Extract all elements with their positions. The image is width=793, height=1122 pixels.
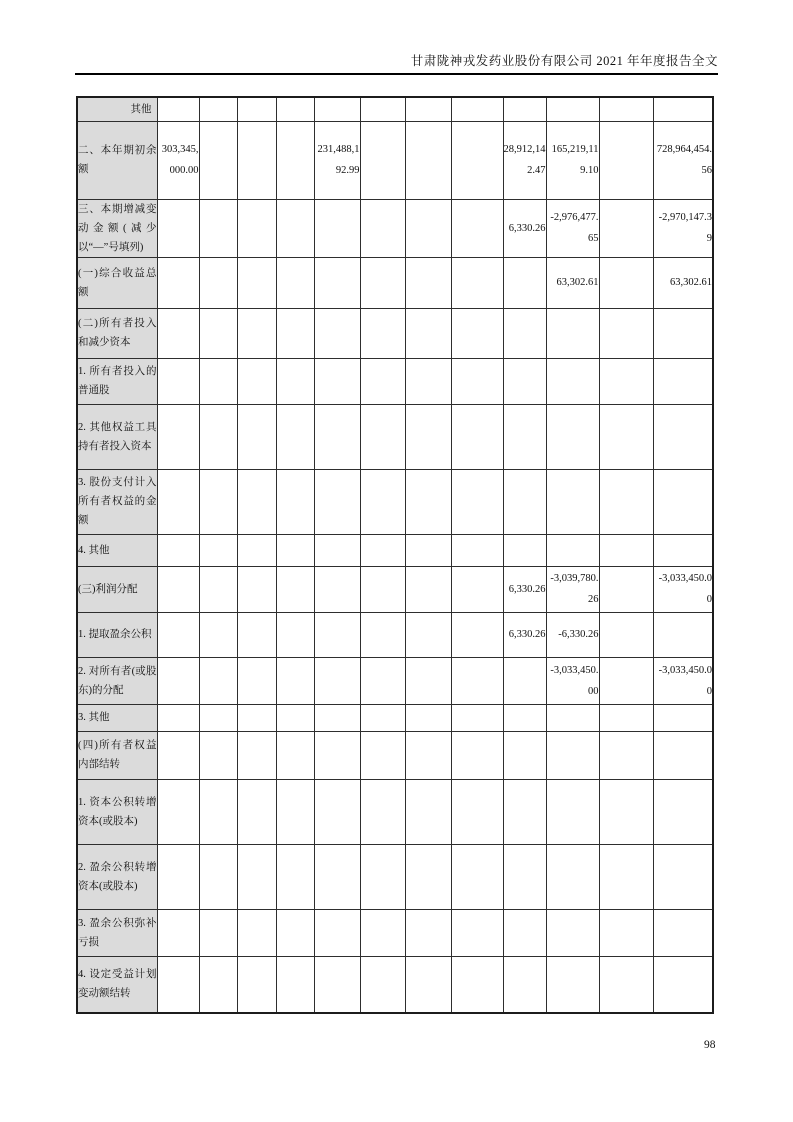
row-label: 1. 所有者投入的普通股 (77, 358, 157, 404)
value-cell: -2,970,147.39 (653, 199, 713, 257)
value-cell (360, 909, 405, 956)
value-cell (276, 199, 314, 257)
value-cell (599, 404, 653, 469)
value-cell (157, 704, 199, 731)
value-cell (199, 704, 237, 731)
value-cell (199, 97, 237, 121)
value-cell (405, 199, 451, 257)
value-cell (503, 956, 546, 1013)
row-label: 二、本年期初余额 (77, 121, 157, 199)
row-label: 1. 提取盈余公积 (77, 612, 157, 657)
value-cell (360, 121, 405, 199)
row-label: (一)综合收益总额 (77, 257, 157, 308)
value-cell (314, 358, 360, 404)
value-cell (599, 566, 653, 612)
value-cell (314, 704, 360, 731)
table-row (77, 612, 713, 657)
value-cell (157, 779, 199, 844)
value-cell (405, 257, 451, 308)
value-cell (451, 612, 503, 657)
value-cell (599, 308, 653, 358)
value-cell (237, 779, 276, 844)
row-label: (三)利润分配 (77, 566, 157, 612)
table-row (77, 534, 713, 566)
value-cell (653, 97, 713, 121)
table-row (77, 358, 713, 404)
value-cell (599, 469, 653, 534)
row-label: 3. 股份支付计入所有者权益的金额 (77, 469, 157, 534)
value-cell (405, 704, 451, 731)
row-label: 三、本期增减变动金额(减少以“—”号填列) (77, 199, 157, 257)
value-cell: -3,039,780.26 (546, 566, 599, 612)
row-label: 2. 其他权益工具持有者投入资本 (77, 404, 157, 469)
value-cell (653, 612, 713, 657)
value-cell (405, 121, 451, 199)
value-cell (503, 257, 546, 308)
value-cell (599, 909, 653, 956)
value-cell (199, 469, 237, 534)
value-cell (405, 404, 451, 469)
value-cell (360, 844, 405, 909)
value-cell (314, 199, 360, 257)
value-cell (237, 534, 276, 566)
value-cell (157, 566, 199, 612)
value-cell (199, 657, 237, 704)
value-cell (276, 909, 314, 956)
value-cell (157, 97, 199, 121)
table-row (77, 469, 713, 534)
value-cell (451, 404, 503, 469)
value-cell (199, 199, 237, 257)
value-cell (599, 956, 653, 1013)
value-cell (157, 612, 199, 657)
value-cell (199, 909, 237, 956)
value-cell (503, 469, 546, 534)
value-cell: 231,488,192.99 (314, 121, 360, 199)
table-row (77, 657, 713, 704)
table-row (77, 121, 713, 199)
value-cell (405, 909, 451, 956)
row-label: (四)所有者权益内部结转 (77, 731, 157, 779)
table-row (77, 257, 713, 308)
value-cell (157, 657, 199, 704)
value-cell: 303,345,000.00 (157, 121, 199, 199)
value-cell (157, 404, 199, 469)
row-label: 3. 盈余公积弥补亏损 (77, 909, 157, 956)
value-cell (546, 404, 599, 469)
value-cell (360, 257, 405, 308)
page-header-title: 甘肃陇神戎发药业股份有限公司 2021 年年度报告全文 (410, 54, 718, 68)
value-cell (546, 844, 599, 909)
value-cell (599, 257, 653, 308)
value-cell (599, 844, 653, 909)
value-cell (276, 97, 314, 121)
value-cell (503, 404, 546, 469)
value-cell: -3,033,450.00 (653, 566, 713, 612)
value-cell (276, 566, 314, 612)
value-cell (405, 97, 451, 121)
value-cell (360, 308, 405, 358)
value-cell (599, 97, 653, 121)
value-cell (546, 704, 599, 731)
value-cell (405, 731, 451, 779)
value-cell (451, 308, 503, 358)
value-cell (451, 469, 503, 534)
value-cell (237, 704, 276, 731)
table-body (77, 97, 713, 1013)
table-row (77, 199, 713, 257)
value-cell (546, 469, 599, 534)
page-number: 98 (704, 1039, 716, 1051)
value-cell (451, 199, 503, 257)
value-cell (451, 779, 503, 844)
value-cell (653, 358, 713, 404)
value-cell (451, 97, 503, 121)
value-cell (451, 121, 503, 199)
value-cell (314, 308, 360, 358)
equity-statement-table (76, 96, 714, 1014)
value-cell (276, 121, 314, 199)
value-cell (653, 534, 713, 566)
value-cell: 6,330.26 (503, 612, 546, 657)
value-cell (314, 566, 360, 612)
value-cell (360, 779, 405, 844)
value-cell (199, 612, 237, 657)
value-cell (237, 97, 276, 121)
value-cell (503, 909, 546, 956)
value-cell (157, 844, 199, 909)
value-cell (546, 97, 599, 121)
value-cell (199, 534, 237, 566)
value-cell (314, 844, 360, 909)
value-cell (599, 704, 653, 731)
value-cell (451, 566, 503, 612)
value-cell (237, 844, 276, 909)
value-cell (199, 566, 237, 612)
table-row (77, 404, 713, 469)
value-cell (199, 257, 237, 308)
value-cell (157, 257, 199, 308)
table-row (77, 704, 713, 731)
value-cell (599, 358, 653, 404)
value-cell (653, 404, 713, 469)
value-cell (157, 731, 199, 779)
value-cell (157, 308, 199, 358)
table-row (77, 909, 713, 956)
value-cell (405, 469, 451, 534)
value-cell (546, 909, 599, 956)
value-cell (199, 844, 237, 909)
value-cell (314, 97, 360, 121)
value-cell (237, 199, 276, 257)
value-cell (503, 731, 546, 779)
value-cell (599, 612, 653, 657)
value-cell (360, 469, 405, 534)
value-cell (503, 358, 546, 404)
value-cell (451, 909, 503, 956)
value-cell (653, 779, 713, 844)
value-cell (451, 257, 503, 308)
value-cell (599, 121, 653, 199)
value-cell (276, 257, 314, 308)
value-cell: -3,033,450.00 (546, 657, 599, 704)
value-cell (360, 358, 405, 404)
value-cell (360, 731, 405, 779)
value-cell (157, 199, 199, 257)
value-cell (276, 534, 314, 566)
table-row (77, 731, 713, 779)
value-cell (451, 731, 503, 779)
value-cell (157, 358, 199, 404)
value-cell (503, 704, 546, 731)
table-row (77, 956, 713, 1013)
value-cell (360, 704, 405, 731)
value-cell (653, 308, 713, 358)
value-cell (314, 657, 360, 704)
value-cell (405, 956, 451, 1013)
row-label: 1. 资本公积转增资本(或股本) (77, 779, 157, 844)
value-cell: -2,976,477.65 (546, 199, 599, 257)
value-cell (451, 534, 503, 566)
value-cell (276, 779, 314, 844)
value-cell (237, 469, 276, 534)
value-cell (546, 308, 599, 358)
value-cell (199, 308, 237, 358)
value-cell (653, 844, 713, 909)
value-cell (405, 779, 451, 844)
value-cell (503, 844, 546, 909)
table-row (77, 844, 713, 909)
value-cell (199, 404, 237, 469)
value-cell: 6,330.26 (503, 199, 546, 257)
value-cell (599, 657, 653, 704)
value-cell (360, 657, 405, 704)
value-cell (653, 956, 713, 1013)
value-cell (276, 731, 314, 779)
value-cell (451, 956, 503, 1013)
value-cell (503, 97, 546, 121)
row-label: 4. 其他 (77, 534, 157, 566)
value-cell (314, 534, 360, 566)
value-cell (157, 909, 199, 956)
value-cell (314, 909, 360, 956)
table-row (77, 97, 713, 121)
value-cell (199, 956, 237, 1013)
value-cell (546, 534, 599, 566)
row-label: 4. 设定受益计划变动额结转 (77, 956, 157, 1013)
table-row (77, 566, 713, 612)
value-cell (360, 956, 405, 1013)
value-cell (360, 199, 405, 257)
value-cell (199, 731, 237, 779)
value-cell (237, 404, 276, 469)
value-cell (405, 612, 451, 657)
value-cell (314, 956, 360, 1013)
value-cell (157, 469, 199, 534)
value-cell (199, 358, 237, 404)
value-cell (237, 612, 276, 657)
value-cell (237, 956, 276, 1013)
row-label: 其他 (77, 97, 157, 121)
value-cell: 728,964,454.56 (653, 121, 713, 199)
value-cell (653, 909, 713, 956)
value-cell (599, 731, 653, 779)
value-cell (237, 121, 276, 199)
value-cell (276, 308, 314, 358)
value-cell (405, 358, 451, 404)
value-cell (405, 566, 451, 612)
row-label: 2. 对所有者(或股东)的分配 (77, 657, 157, 704)
value-cell (360, 97, 405, 121)
value-cell: 165,219,119.10 (546, 121, 599, 199)
table-row (77, 308, 713, 358)
value-cell (276, 612, 314, 657)
value-cell (599, 779, 653, 844)
value-cell (314, 404, 360, 469)
value-cell (599, 199, 653, 257)
value-cell (653, 731, 713, 779)
value-cell (314, 469, 360, 534)
value-cell (237, 257, 276, 308)
value-cell (276, 657, 314, 704)
value-cell (276, 844, 314, 909)
value-cell (276, 469, 314, 534)
value-cell (546, 731, 599, 779)
value-cell (360, 534, 405, 566)
value-cell (503, 657, 546, 704)
table-row (77, 779, 713, 844)
value-cell (157, 956, 199, 1013)
value-cell (405, 844, 451, 909)
value-cell (237, 308, 276, 358)
value-cell (276, 404, 314, 469)
value-cell (653, 469, 713, 534)
row-label: 3. 其他 (77, 704, 157, 731)
value-cell (360, 404, 405, 469)
value-cell: 28,912,142.47 (503, 121, 546, 199)
row-label: (二)所有者投入和减少资本 (77, 308, 157, 358)
value-cell (237, 909, 276, 956)
value-cell: 63,302.61 (546, 257, 599, 308)
value-cell: -3,033,450.00 (653, 657, 713, 704)
value-cell (405, 657, 451, 704)
value-cell (360, 566, 405, 612)
value-cell (276, 358, 314, 404)
value-cell: 63,302.61 (653, 257, 713, 308)
value-cell (199, 779, 237, 844)
value-cell (405, 308, 451, 358)
value-cell (451, 844, 503, 909)
header-divider (75, 73, 718, 75)
value-cell (237, 358, 276, 404)
value-cell (451, 358, 503, 404)
value-cell: -6,330.26 (546, 612, 599, 657)
value-cell (276, 704, 314, 731)
value-cell (503, 534, 546, 566)
value-cell (157, 534, 199, 566)
value-cell (314, 257, 360, 308)
value-cell (451, 657, 503, 704)
value-cell (314, 779, 360, 844)
value-cell (405, 534, 451, 566)
value-cell (314, 731, 360, 779)
value-cell (199, 121, 237, 199)
value-cell (314, 612, 360, 657)
value-cell (503, 779, 546, 844)
value-cell (546, 779, 599, 844)
value-cell (237, 566, 276, 612)
value-cell (599, 534, 653, 566)
value-cell (360, 612, 405, 657)
value-cell (546, 956, 599, 1013)
value-cell (237, 731, 276, 779)
value-cell (451, 704, 503, 731)
value-cell (276, 956, 314, 1013)
row-label: 2. 盈余公积转增资本(或股本) (77, 844, 157, 909)
value-cell (653, 704, 713, 731)
value-cell (546, 358, 599, 404)
value-cell (503, 308, 546, 358)
value-cell: 6,330.26 (503, 566, 546, 612)
value-cell (237, 657, 276, 704)
